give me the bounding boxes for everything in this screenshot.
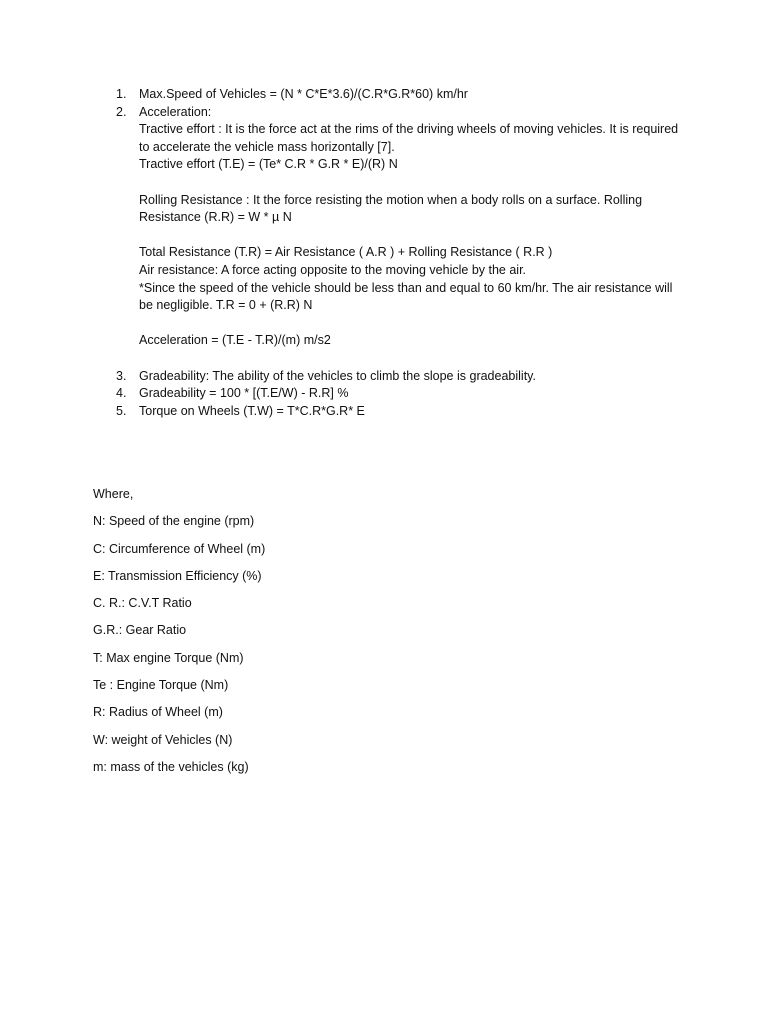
list-number: 3. [116,368,127,383]
acceleration-formula: Acceleration = (T.E - T.R)/(m) m/s2 [139,333,331,348]
list-number: 4. [116,386,127,401]
list-number: 5. [116,403,127,418]
list-number: 1. [116,87,127,101]
blank-line [139,350,679,368]
air-resistance-note: *Since the speed of the vehicle should be less than and equal to 60 km/hr. The air resistance will be negligible. T.R = 0 + (R.R) N [139,280,673,313]
variable-definitions [93,486,693,786]
tractive-effort-definition: Tractive effort : It is the force act at the rims of the driving wheels of moving vehicles. It is required to accelerate the vehicle mass horizontally [7]. [139,122,679,154]
definition-line: W: weight of Vehicles (N) [93,732,233,747]
max-speed-formula: Max.Speed of Vehicles = (N * C*E*3.6)/(C.R*G.R*60) km/hr [139,87,468,101]
list-item-acceleration [0,104,679,368]
definition-line: R: Radius of Wheel (m) [93,705,223,720]
air-resistance-definition: Air resistance: A force acting opposite to the moving vehicle by the air. [139,262,527,277]
gradeability-formula: Gradeability = 100 * [(T.E/W) - R.R] % [139,386,349,401]
definition-line: C: Circumference of Wheel (m) [93,541,266,556]
tractive-effort-formula: Tractive effort (T.E) = (Te* C.R * G.R * E)/(R) N [139,157,398,172]
total-resistance-formula: Total Resistance (T.R) = Air Resistance ( A.R ) + Rolling Resistance ( R.R ) [139,245,553,260]
definition-line: T: Max engine Torque (Nm) [93,650,244,665]
definition-line: Te : Engine Torque (Nm) [93,677,229,692]
rolling-resistance-definition: Rolling Resistance : It the force resisting the motion when a body rolls on a surface. Rolling Resistance (R.R) = W * µ N [139,192,643,225]
list-item-max-speed [0,86,679,104]
blank-line [139,227,679,245]
list-item-torque-on-wheels [0,403,679,421]
blank-line [139,174,679,192]
list-item-gradeability-def [0,368,679,386]
blank-line [139,315,679,333]
torque-on-wheels-formula: Torque on Wheels (T.W) = T*C.R*G.R* E [139,403,365,418]
where-title: Where, [93,487,134,501]
formula-list [0,86,768,420]
definition-line: N: Speed of the engine (rpm) [93,514,255,529]
list-number: 2. [116,104,127,119]
definition-line: m: mass of the vehicles (kg) [93,759,249,774]
list-item-gradeability-formula [0,385,679,403]
definition-line: E: Transmission Efficiency (%) [93,568,262,583]
definition-line: C. R.: C.V.T Ratio [93,596,192,611]
definition-line: G.R.: Gear Ratio [93,623,187,638]
gradeability-definition: Gradeability: The ability of the vehicles to climb the slope is gradeability. [139,368,536,383]
acceleration-heading: Acceleration: [139,104,212,119]
